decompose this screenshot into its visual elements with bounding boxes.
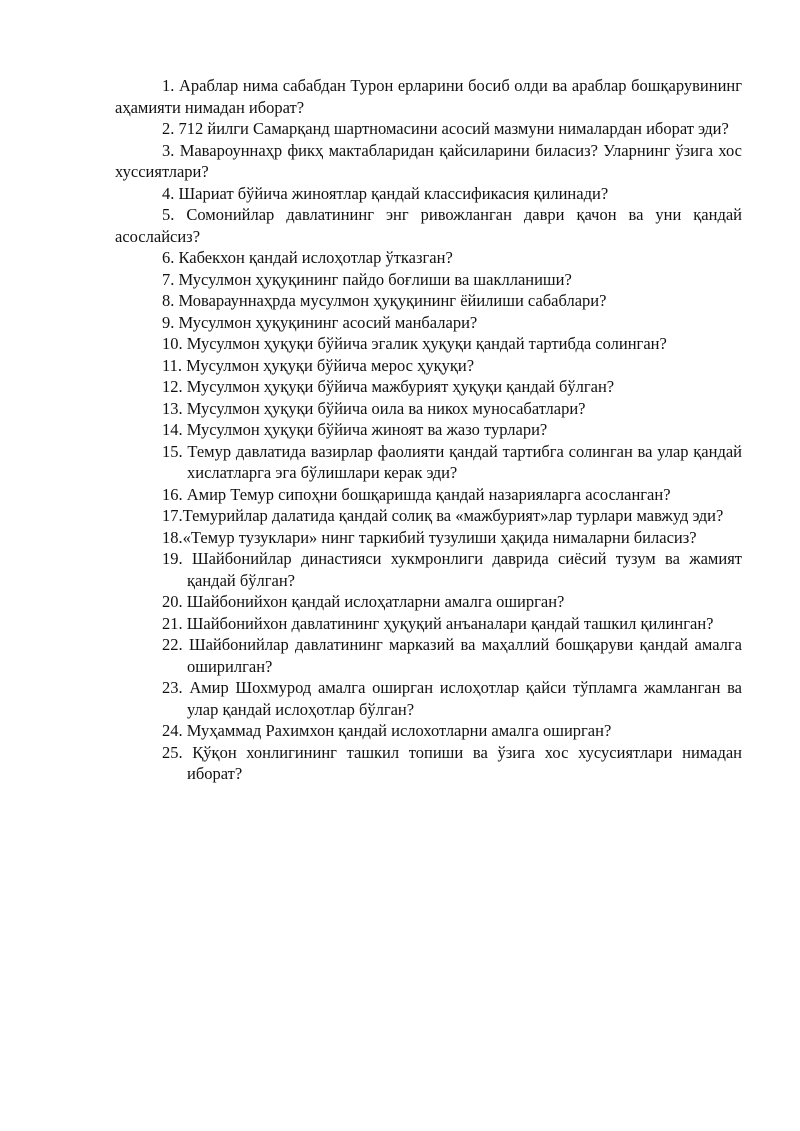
question-item-7 (115, 269, 742, 291)
question-text: Шариат бўйича жиноятлар қандай классификасия қилинади? (178, 183, 609, 203)
question-number: 7. (162, 269, 175, 289)
question-text: Амир Шохмурод амалга оширган ислоҳотлар қайси тўпламга жамланган ва улар қандай ислоҳотлар бўлган? (187, 678, 743, 719)
question-number: 9. (162, 312, 175, 332)
question-item-9 (115, 312, 742, 334)
question-number: 15. (162, 441, 183, 461)
question-text: Шайбонийлар династияси хукмронлиги даврида сиёсий тузум ва жамият қандай бўлган? (187, 549, 742, 590)
question-item-8 (115, 290, 742, 312)
question-text: Темур давлатида вазирлар фаолияти қандай тартибга солинган ва улар қандай хислатларга эга бўлишлари керак эди? (187, 441, 743, 482)
question-text: Мусулмон ҳуқуқи бўйича оила ва никох муносабатлари? (186, 398, 586, 418)
question-item-17 (115, 505, 742, 527)
question-number: 1. (162, 76, 175, 95)
question-text: Сомонийлар давлатининг энг ривожланган даври қачон ва уни қандай асослайсиз? (115, 205, 743, 246)
question-text: Шайбонийхон давлатининг ҳуқуқий анъаналари қандай ташкил қилинган? (186, 613, 714, 633)
question-item-3 (115, 140, 742, 183)
question-item-12 (115, 376, 742, 398)
question-text: Мавароуннаҳр фикҳ мактабларидан қайсиларини биласиз? Уларнинг ўзига хос хуссиятлари? (115, 140, 742, 181)
question-text: Кабекхон қандай ислоҳотлар ўтказган? (178, 248, 453, 267)
question-text: Амир Темур сипоҳни бошқаришда қандай назарияларга асосланган? (186, 484, 671, 504)
question-text: Мусулмон ҳуқуқининг пайдо боғлиши ва шаклланиши? (178, 269, 572, 289)
question-item-1 (115, 75, 742, 118)
question-text: Мусулмон ҳуқуқи бўйича жиноят ва жазо турлари? (186, 420, 548, 439)
question-number: 25. (162, 742, 183, 762)
question-item-25 (115, 742, 742, 785)
question-item-15 (115, 441, 742, 484)
question-number: 20. (162, 592, 183, 611)
question-item-4 (115, 183, 742, 205)
question-item-23 (115, 677, 742, 720)
question-number: 2. (162, 119, 175, 138)
question-item-14 (115, 419, 742, 441)
question-item-16 (115, 484, 742, 506)
question-number: 13. (162, 398, 183, 418)
question-number: 8. (162, 291, 175, 310)
question-list (115, 75, 742, 785)
question-number: 16. (162, 484, 183, 504)
question-text: Темурийлар далатида қандай солиқ ва «мажбурият»лар турлари мавжуд эди? (182, 506, 724, 525)
question-text: «Темур тузуклари» нинг таркибий тузулиши ҳақида нималарни биласиз? (182, 527, 697, 547)
question-number: 24. (162, 721, 183, 740)
question-number: 5. (162, 205, 175, 224)
question-text: Мусулмон ҳуқуқининг асосий манбалари? (178, 312, 478, 332)
question-text: Моварауннаҳрда мусулмон ҳуқуқининг ёйилиши сабаблари? (178, 291, 607, 310)
question-item-19 (115, 548, 742, 591)
question-text: Шайбонийлар давлатининг марказий ва маҳаллий бошқаруви қандай амалга оширилган? (187, 635, 742, 676)
question-number: 11. (162, 355, 183, 375)
question-text: Мусулмон ҳуқуқи бўйича мерос ҳуқуқи? (186, 355, 475, 375)
question-number: 22. (162, 635, 183, 654)
question-number: 21. (162, 613, 183, 633)
question-number: 6. (162, 248, 175, 267)
question-item-2 (115, 118, 742, 140)
question-item-24 (115, 720, 742, 742)
question-item-11 (115, 355, 742, 377)
question-number: 4. (162, 183, 175, 203)
question-item-18 (115, 527, 742, 549)
question-item-20 (115, 591, 742, 613)
question-item-21 (115, 613, 742, 635)
question-item-22 (115, 634, 742, 677)
question-number: 12. (162, 377, 183, 396)
question-number: 3. (162, 140, 175, 160)
question-number: 17. (162, 506, 183, 525)
question-item-5 (115, 204, 742, 247)
question-number: 14. (162, 420, 183, 439)
question-text: Мусулмон ҳуқуқи бўйича эгалик ҳуқуқи қандай тартибда солинган? (186, 334, 667, 353)
question-text: Мусулмон ҳуқуқи бўйича мажбурият ҳуқуқи қандай бўлган? (186, 377, 615, 396)
question-number: 18. (162, 527, 183, 547)
question-text: 712 йилги Самарқанд шартномасини асосий мазмуни нималардан иборат эди? (178, 119, 729, 138)
question-item-10 (115, 333, 742, 355)
question-text: Араблар нима сабабдан Турон ерларини босиб олди ва араблар бошқарувининг аҳамияти нимадан иборат? (115, 76, 743, 117)
question-item-13 (115, 398, 742, 420)
question-number: 23. (162, 678, 183, 697)
question-item-6 (115, 247, 742, 269)
question-text: Қўқон хонлигининг ташкил топиши ва ўзига хос хусусиятлари нимадан иборат? (187, 742, 742, 783)
question-text: Шайбонийхон қандай ислоҳатларни амалга оширган? (186, 592, 565, 611)
question-number: 10. (162, 334, 183, 353)
question-number: 19. (162, 549, 183, 568)
question-text: Муҳаммад Рахимхон қандай ислохотларни амалга оширган? (186, 721, 612, 740)
